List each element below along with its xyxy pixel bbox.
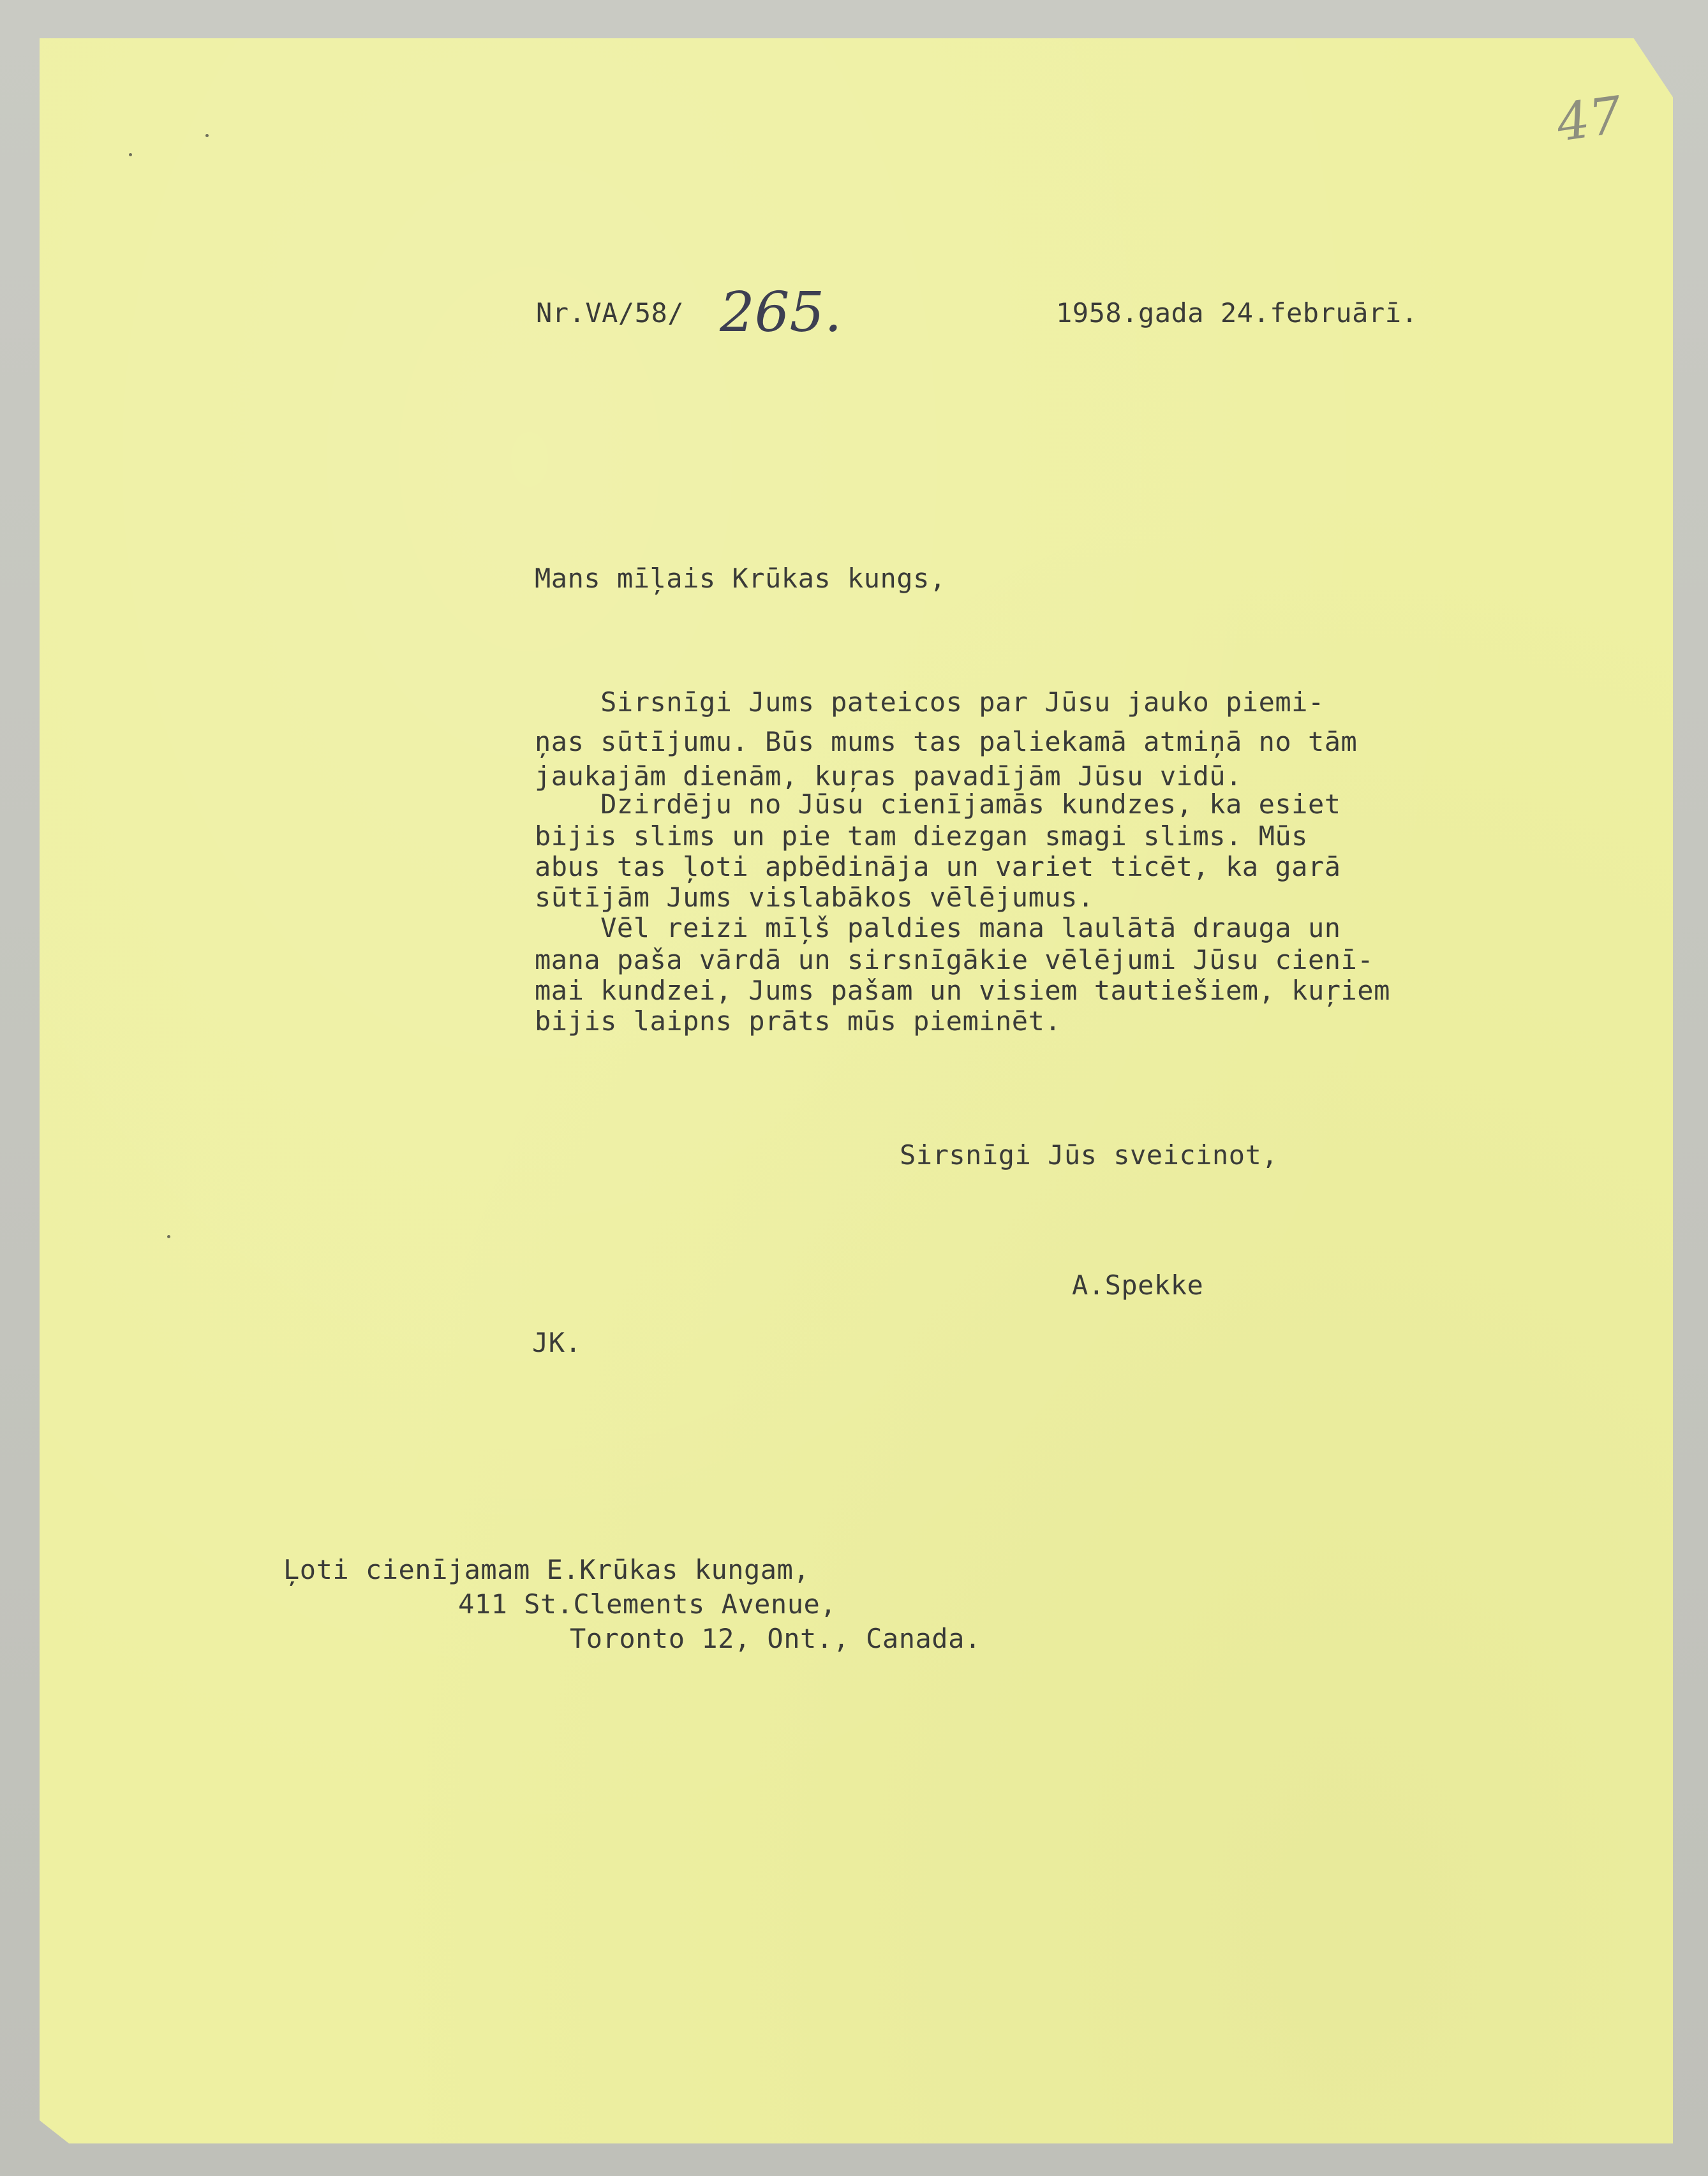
- closing: Sirsnīgi Jūs sveicinot,: [900, 1139, 1279, 1171]
- body-line: Sirsnīgi Jums pateicos par Jūsu jauko piemi-: [535, 686, 1325, 718]
- body-line: mana paša vārdā un sirsnīgākie vēlējumi Jūsu cienī-: [535, 944, 1374, 975]
- corner-pencil-mark: 47: [1553, 85, 1626, 153]
- signature: A.Spekke: [1072, 1269, 1204, 1301]
- reference-prefix: Nr.VA/58/: [536, 297, 685, 329]
- paper-speck: [129, 153, 132, 156]
- body-line: Vēl reizi mīļš paldies mana laulātā drauga un: [535, 912, 1341, 944]
- body-line: Dzirdēju no Jūsu cienījamās kundzes, ka esiet: [535, 788, 1341, 820]
- paper-speck: [205, 134, 209, 137]
- letter-date: 1958.gada 24.februārī.: [1056, 297, 1418, 329]
- address-line: Toronto 12, Ont., Canada.: [570, 1623, 981, 1654]
- body-line: abus tas ļoti apbēdināja un variet ticēt, ka garā: [535, 851, 1341, 882]
- reference-number-handwritten: 265.: [720, 281, 842, 344]
- body-line: bijis slims un pie tam diezgan smagi slims. Mūs: [535, 820, 1308, 852]
- letter-sheet: [40, 38, 1673, 2143]
- body-line: jaukajām dienām, kuŗas pavadījām Jūsu vidū.: [535, 760, 1242, 792]
- body-line: sūtījām Jums vislabākos vēlējumus.: [535, 882, 1094, 913]
- body-line: bijis laipns prāts mūs pieminēt.: [535, 1005, 1062, 1037]
- body-line: mai kundzei, Jums pašam un visiem tautiešiem, kuŗiem: [535, 975, 1390, 1006]
- typist-initials: JK.: [532, 1327, 582, 1358]
- address-line: 411 St.Clements Avenue,: [458, 1588, 837, 1620]
- paper-speck: [167, 1235, 170, 1238]
- address-line: Ļoti cienījamam E.Krūkas kungam,: [283, 1554, 810, 1585]
- body-line: ņas sūtījumu. Būs mums tas paliekamā atmiņā no tām: [535, 726, 1358, 757]
- salutation: Mans mīļais Krūkas kungs,: [535, 563, 946, 594]
